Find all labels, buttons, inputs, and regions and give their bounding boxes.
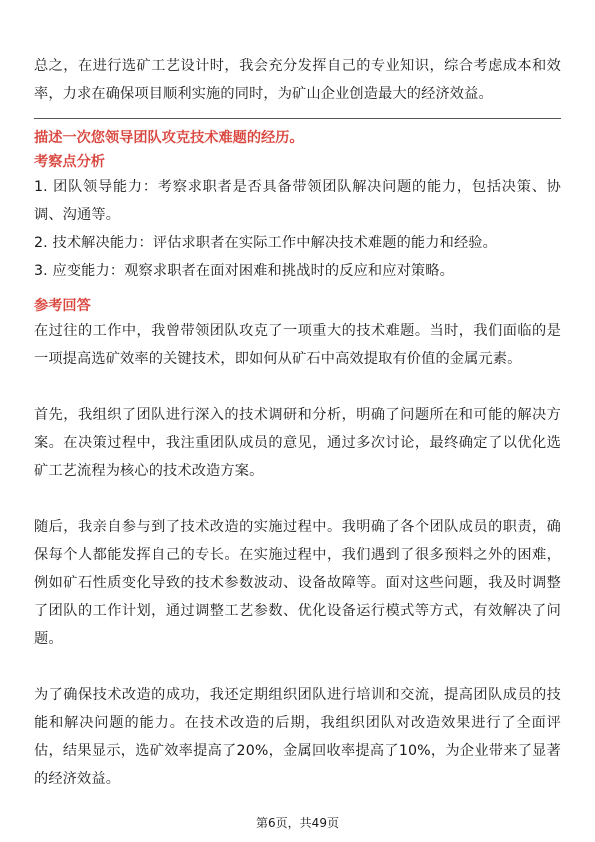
section-divider xyxy=(34,118,561,119)
intro-paragraph: 总之，在进行选矿工艺设计时，我会充分发挥自己的专业知识，综合考虑成本和效率，力求在确保项目顺利实施的同时，为矿山企业创造最大的经济效益。 xyxy=(34,58,561,102)
answer-paragraph: 为了确保技术改造的成功，我还定期组织团队进行培训和交流，提高团队成员的技能和解决问题的能力。在技术改造的后期，我组织团队对改造效果进行了全面评估，结果显示，选矿效率提高了20%，金属回收率提高了10%，为企业带来了显著的经济效益。 xyxy=(34,687,561,787)
document-page xyxy=(34,52,561,793)
answer-heading: 参考回答 xyxy=(34,298,91,314)
page-number: 第6页，共49页 xyxy=(256,816,339,830)
answer-paragraph: 在过往的工作中，我曾带领团队攻克了一项重大的技术难题。当时，我们面临的是一项提高选矿效率的关键技术，即如何从矿石中高效提取有价值的金属元素。 xyxy=(34,323,561,367)
analysis-list xyxy=(34,173,561,285)
analysis-point: 1. 团队领导能力：考察求职者是否具备带领团队解决问题的能力，包括决策、协调、沟通等。 xyxy=(34,179,561,223)
answer-paragraph: 随后，我亲自参与到了技术改造的实施过程中。我明确了各个团队成员的职责，确保每个人都能发挥自己的专长。在实施过程中，我们遇到了很多预料之外的困难，例如矿石性质变化导致的技术参数波动、设备故障等。面对这些问题，我及时调整了团队的工作计划，通过调整工艺参数、优化设备运行模式等方式，有效解决了问题。 xyxy=(34,519,561,647)
question-title: 描述一次您领导团队攻克技术难题的经历。 xyxy=(34,130,304,146)
analysis-point: 2. 技术解决能力：评估求职者在实际工作中解决技术难题的能力和经验。 xyxy=(34,235,497,251)
answer-paragraph: 首先，我组织了团队进行深入的技术调研和分析，明确了问题所在和可能的解决方案。在决策过程中，我注重团队成员的意见，通过多次讨论，最终确定了以优化选矿工艺流程为核心的技术改造方案。 xyxy=(34,407,561,479)
analysis-heading: 考察点分析 xyxy=(34,154,105,170)
analysis-point: 3. 应变能力：观察求职者在面对困难和挑战时的反应和应对策略。 xyxy=(34,263,454,279)
